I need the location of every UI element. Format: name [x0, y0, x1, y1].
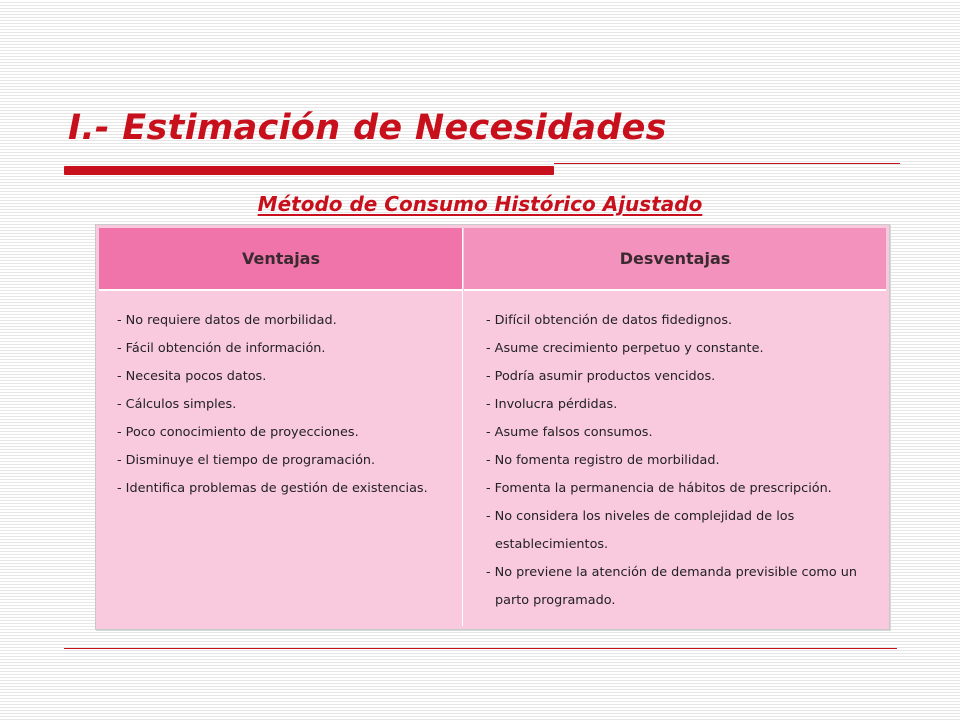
- column-divider: [462, 228, 463, 626]
- title-underline-bar: [64, 166, 554, 175]
- desventajas-column: [464, 228, 886, 626]
- desventaja-item: - No considera los niveles de complejidad de los establecimientos.: [486, 509, 795, 552]
- desventaja-item: - No previene la atención de demanda previsible como un parto programado.: [486, 565, 857, 608]
- desventaja-item: - Podría asumir productos vencidos.: [486, 369, 716, 384]
- footer-rule: [64, 648, 897, 649]
- slide-title: I.- Estimación de Necesidades: [68, 108, 667, 148]
- slide-subtitle: Método de Consumo Histórico Ajustado: [257, 192, 703, 216]
- ventajas-header: Ventajas: [99, 228, 463, 291]
- ventaja-item: - Identifica problemas de gestión de existencias.: [117, 481, 428, 496]
- ventaja-item: - Poco conocimiento de proyecciones.: [117, 425, 359, 440]
- desventaja-item: - Asume crecimiento perpetuo y constante.: [486, 341, 764, 356]
- desventaja-item: - Fomenta la permanencia de hábitos de prescripción.: [486, 481, 832, 496]
- desventajas-list: [464, 291, 886, 615]
- ventajas-column: [99, 228, 463, 626]
- ventaja-item: - Fácil obtención de información.: [117, 341, 326, 356]
- ventaja-item: - Cálculos simples.: [117, 397, 237, 412]
- ventaja-item: - Necesita pocos datos.: [117, 369, 267, 384]
- comparison-table: [95, 224, 890, 630]
- desventaja-item: - Difícil obtención de datos fidedignos.: [486, 313, 733, 328]
- desventaja-item: - Asume falsos consumos.: [486, 425, 653, 440]
- ventaja-item: - Disminuye el tiempo de programación.: [117, 453, 376, 468]
- desventaja-item: - Involucra pérdidas.: [486, 397, 618, 412]
- desventaja-item: - No fomenta registro de morbilidad.: [486, 453, 720, 468]
- title-rule: [554, 163, 900, 164]
- desventajas-header: Desventajas: [464, 228, 886, 291]
- ventajas-list: [99, 291, 463, 503]
- ventaja-item: - No requiere datos de morbilidad.: [117, 313, 337, 328]
